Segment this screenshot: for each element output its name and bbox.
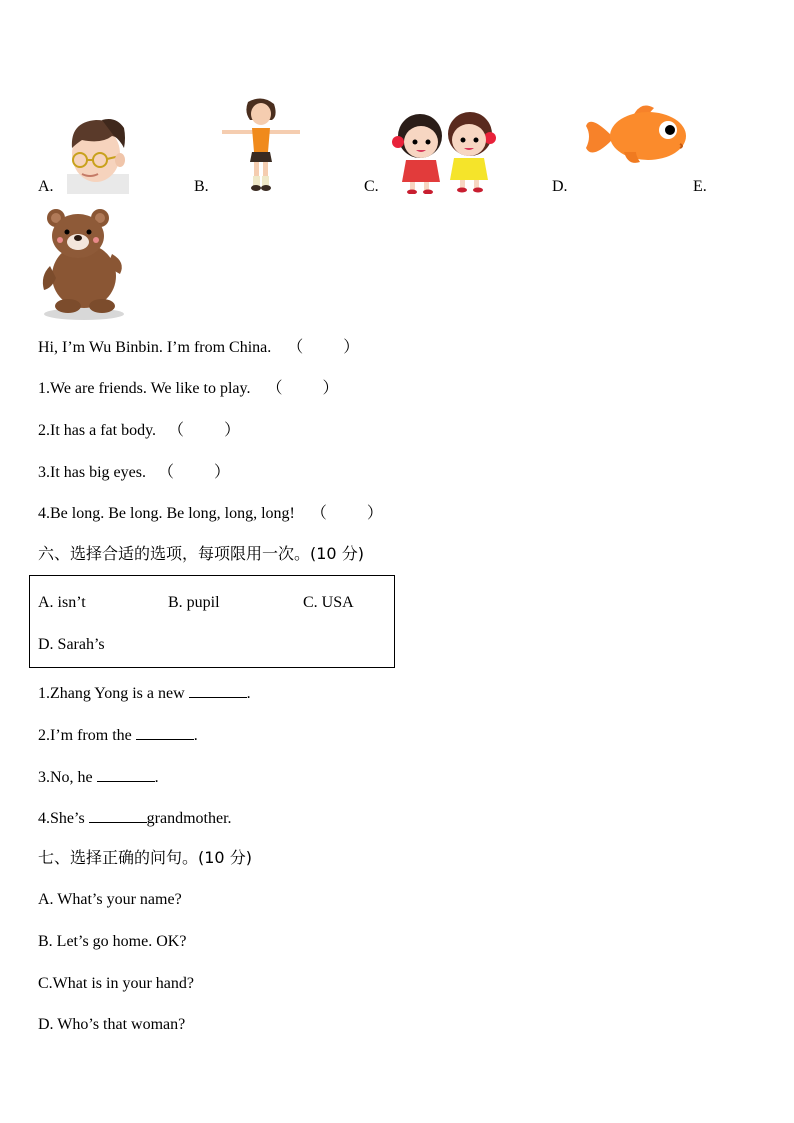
answer-bracket[interactable]: （ ） xyxy=(287,339,360,356)
section-6-heading: 六、选择合适的选项，每项限用一次。(10 分) xyxy=(38,544,364,563)
goldfish-icon xyxy=(584,100,688,170)
word-option-c: C. USA xyxy=(303,594,354,611)
question-option-c: C.What is in your hand? xyxy=(38,975,194,992)
answer-bracket[interactable]: （ ） xyxy=(168,422,241,439)
matching-item-4: 4.Be long. Be long. Be long, long, long! （ ） xyxy=(38,505,383,522)
option-label-e: E. xyxy=(693,178,707,195)
fill-question-1: 1.Zhang Yong is a new . xyxy=(38,682,251,704)
question-option-b: B. Let’s go home. OK? xyxy=(38,933,187,950)
example-line xyxy=(38,338,359,358)
fill-question-4: 4.She’s grandmother. xyxy=(38,807,232,829)
option-label-d: D. xyxy=(552,178,568,195)
girl-arms-out-icon xyxy=(218,96,304,192)
word-option-b: B. pupil xyxy=(168,594,220,611)
boy-with-glasses-icon xyxy=(62,114,132,194)
brown-bear-icon xyxy=(38,206,128,320)
matching-item-1: 1.We are friends. We like to play. （ ） xyxy=(38,380,339,397)
answer-blank[interactable] xyxy=(189,682,247,698)
answer-bracket[interactable]: （ ） xyxy=(310,505,383,522)
option-label-b: B. xyxy=(194,178,209,195)
example-sentence: Hi, I’m Wu Binbin. I’m from China. xyxy=(38,339,272,356)
word-option-d: D. Sarah’s xyxy=(38,636,105,653)
answer-bracket[interactable]: （ ） xyxy=(266,380,339,397)
option-label-c: C. xyxy=(364,178,379,195)
fill-question-3: 3.No, he . xyxy=(38,766,159,788)
answer-blank[interactable] xyxy=(97,766,155,782)
section-7-heading: 七、选择正确的问句。(10 分) xyxy=(38,848,252,867)
two-girls-icon xyxy=(388,110,498,194)
answer-blank[interactable] xyxy=(136,724,194,740)
question-option-d: D. Who’s that woman? xyxy=(38,1016,186,1033)
question-option-a: A. What’s your name? xyxy=(38,891,182,908)
answer-blank[interactable] xyxy=(89,807,147,823)
option-label-a: A. xyxy=(38,178,54,195)
fill-question-2: 2.I’m from the . xyxy=(38,724,198,746)
matching-item-2: 2.It has a fat body. （ ） xyxy=(38,422,241,439)
answer-bracket[interactable]: （ ） xyxy=(157,464,231,481)
matching-item-3: 3.It has big eyes. （ ） xyxy=(38,464,231,481)
word-option-a: A. isn’t xyxy=(38,594,86,611)
